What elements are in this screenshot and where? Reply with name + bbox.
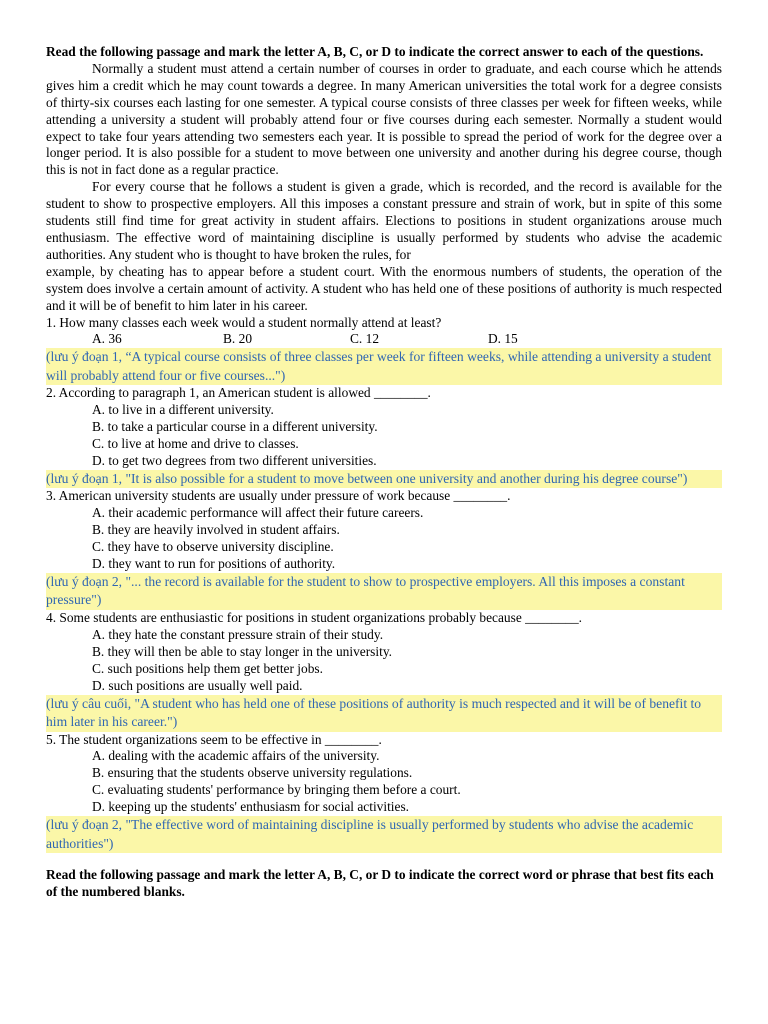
- question-4-stem: 4. Some students are enthusiastic for positions in student organizations probably because ________.: [46, 609, 583, 625]
- question-1-options: [46, 331, 722, 348]
- question-4-option-d: D. such positions are usually well paid.: [92, 677, 303, 693]
- question-4-hint: (lưu ý câu cuối, "A student who has held one of these positions of authority is much respected and it will be of benefit to him later in his career."): [46, 695, 722, 732]
- question-2-hint: (lưu ý đoạn 1, "It is also possible for a student to move between one university and another during his degree course"): [46, 470, 722, 489]
- question-2-option-c: C. to live at home and drive to classes.: [92, 436, 299, 452]
- question-4-option-c: C. such positions help them get better jobs.: [92, 660, 323, 676]
- question-5-stem: 5. The student organizations seem to be effective in ________.: [46, 731, 382, 747]
- question-3-hint: (lưu ý đoạn 2, "... the record is available for the student to show to prospective employers. All this imposes a constant pressure"): [46, 573, 722, 610]
- question-3-option-b: B. they are heavily involved in student affairs.: [92, 522, 340, 538]
- passage-paragraph-1: Normally a student must attend a certain number of courses in order to graduate, and each course which he attends gives him a credit which he may count towards a degree. In many American universities the total work for a degree consists of thirty-six courses each lasting for one semester. A typical course consists of three classes per week for fifteen weeks, while attending a university a student will probably attend four or five courses during each semester. Normally a student would expect to take four years attending two semesters each year. It is possible to spread the period of work for the degree over a longer period. It is also possible for a student to move between one university and another during his degree course, though this is not in fact done as a regular practice.: [46, 60, 722, 178]
- question-1-option-b: B. 20: [223, 331, 253, 347]
- question-1-option-d: D. 15: [488, 331, 518, 347]
- question-4-option-b: B. they will then be able to stay longer in the university.: [92, 643, 392, 659]
- passage-paragraph-2: For every course that he follows a student is given a grade, which is recorded, and the record is available for the student to show to prospective employers. All this imposes a constant pressure and strain of work, but in spite of this some students still find time for great activity in student affairs. Elections to positions in student organizations arouse much enthusiasm. The effective word of maintaining discipline is usually performed by students who advise the academic authorities. Any student who is thought to have broken the rules, for: [46, 179, 722, 262]
- question-4-option-a: A. they hate the constant pressure strain of their study.: [92, 626, 384, 642]
- question-2-stem: 2. According to paragraph 1, an American student is allowed ________.: [46, 385, 431, 401]
- question-1-stem: 1. How many classes each week would a student normally attend at least?: [46, 314, 442, 330]
- question-1-option-a: A. 36: [92, 331, 122, 347]
- question-5-option-a: A. dealing with the academic affairs of the university.: [92, 748, 380, 764]
- question-5-hint: (lưu ý đoạn 2, "The effective word of maintaining discipline is usually performed by students who advise the academic authorities"): [46, 816, 722, 853]
- question-5-option-b: B. ensuring that the students observe university regulations.: [92, 765, 413, 781]
- question-5-option-d: D. keeping up the students' enthusiasm for social activities.: [92, 799, 410, 815]
- question-3-stem: 3. American university students are usually under pressure of work because ________.: [46, 488, 511, 504]
- section-gap: [46, 853, 722, 867]
- question-1-hint: (lưu ý đoạn 1, “A typical course consists of three classes per week for fifteen weeks, while attending a university a student will probably attend four or five courses..."): [46, 348, 722, 385]
- question-1-option-c: C. 12: [350, 331, 380, 347]
- question-3-option-d: D. they want to run for positions of authority.: [92, 556, 336, 572]
- question-2-option-b: B. to take a particular course in a different university.: [92, 419, 378, 435]
- instruction-heading-2: Read the following passage and mark the letter A, B, C, or D to indicate the correct word or phrase that best fits each of the numbered blanks.: [46, 867, 714, 899]
- document-page: [46, 44, 722, 901]
- question-3-option-c: C. they have to observe university discipline.: [92, 539, 334, 555]
- passage-paragraph-3: example, by cheating has to appear before a student court. With the enormous numbers of students, the operation of the system does involve a certain amount of activity. A student who has held one of these positions of authority is much respected and it will be of benefit to him later in his career.: [46, 263, 722, 313]
- question-3-option-a: A. their academic performance will affect their future careers.: [92, 505, 424, 521]
- instruction-heading: Read the following passage and mark the letter A, B, C, or D to indicate the correct answer to each of the questions.: [46, 44, 704, 59]
- question-2-option-d: D. to get two degrees from two different universities.: [92, 453, 377, 469]
- question-2-option-a: A. to live in a different university.: [92, 402, 274, 418]
- question-5-option-c: C. evaluating students' performance by bringing them before a court.: [92, 782, 461, 798]
